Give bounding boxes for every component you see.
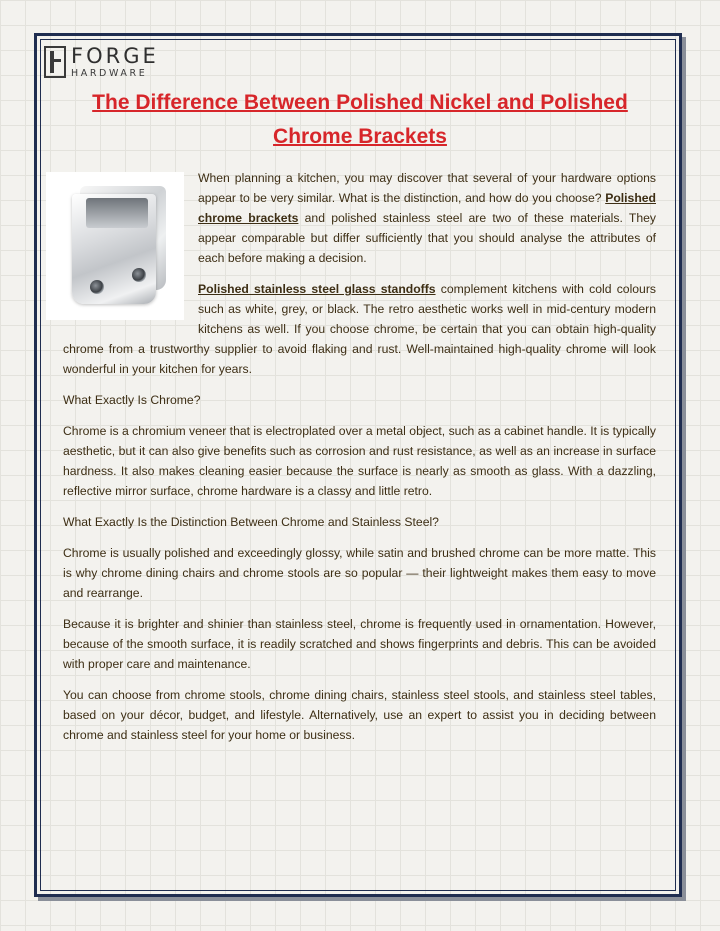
intro-text-pre: When planning a kitchen, you may discover that several of your hardware options appear to be very similar. What is the distinction, and how do you choose?	[198, 171, 656, 205]
clamp-screw-right	[132, 268, 146, 282]
clamp-screw-left	[90, 280, 104, 294]
glass-standoffs-link[interactable]: Polished stainless steel glass standoffs	[198, 282, 436, 296]
choice-paragraph: You can choose from chrome stools, chrome dining chairs, stainless steel stools, and stainless steel tables, based on your décor, budget, and lifestyle. Alternatively, use an expert to assist you in deciding between chrome and stainless steel for your home or business.	[63, 688, 656, 742]
article-title: The Difference Between Polished Nickel and Polished Chrome Brackets	[92, 91, 628, 148]
forge-logo-icon	[44, 46, 66, 78]
forge-hardware-logo	[44, 44, 159, 80]
logo-text	[71, 43, 159, 79]
logo-subtitle: HARDWARE	[71, 67, 148, 79]
brightness-paragraph: Because it is brighter and shinier than stainless steel, chrome is frequently used in ornamentation. However, because of the smooth surface, it is readily scratched and shows fingerprints and debris. This can be avoided with proper care and maintenance.	[63, 617, 656, 671]
intro-text-post: and polished stainless steel are two of these materials. They appear comparable but differ sufficiently that you should analyse the attributes of each before making a decision.	[198, 211, 656, 265]
polished-chrome-brackets-link[interactable]: Polished chrome brackets	[198, 191, 656, 225]
standoffs-text: complement kitchens with cold colours such as white, grey, or black. The retro aesthetic works well in mid-century modern kitchens as well. If you choose chrome, be certain that you can obtain high-quality chrome from a trustworthy supplier to avoid flaking and rust. Well-maintained high-quality chrome will look wonderful in your kitchen for years.	[63, 282, 656, 376]
section-heading-chrome: What Exactly Is Chrome?	[63, 393, 201, 407]
distinction-paragraph: Chrome is usually polished and exceedingly glossy, while satin and brushed chrome can be more matte. This is why chrome dining chairs and chrome stools are so popular — their lightweight makes them easy to move and rearrange.	[63, 546, 656, 600]
clamp-glass-slot	[86, 198, 148, 228]
article-body	[63, 168, 656, 756]
chrome-bracket-image	[46, 172, 184, 320]
logo-brand: FORGE	[71, 43, 159, 68]
chrome-paragraph: Chrome is a chromium veneer that is electroplated over a metal object, such as a cabinet handle. It is typically aesthetic, but it can also give benefits such as corrosion and rust resistance, as well as an increase in surface hardness. It also makes cleaning easier because the surface is nearly as smooth as glass. With a dazzling, reflective mirror surface, chrome hardware is a classy and little retro.	[63, 424, 656, 498]
section-heading-distinction: What Exactly Is the Distinction Between Chrome and Stainless Steel?	[63, 515, 439, 529]
